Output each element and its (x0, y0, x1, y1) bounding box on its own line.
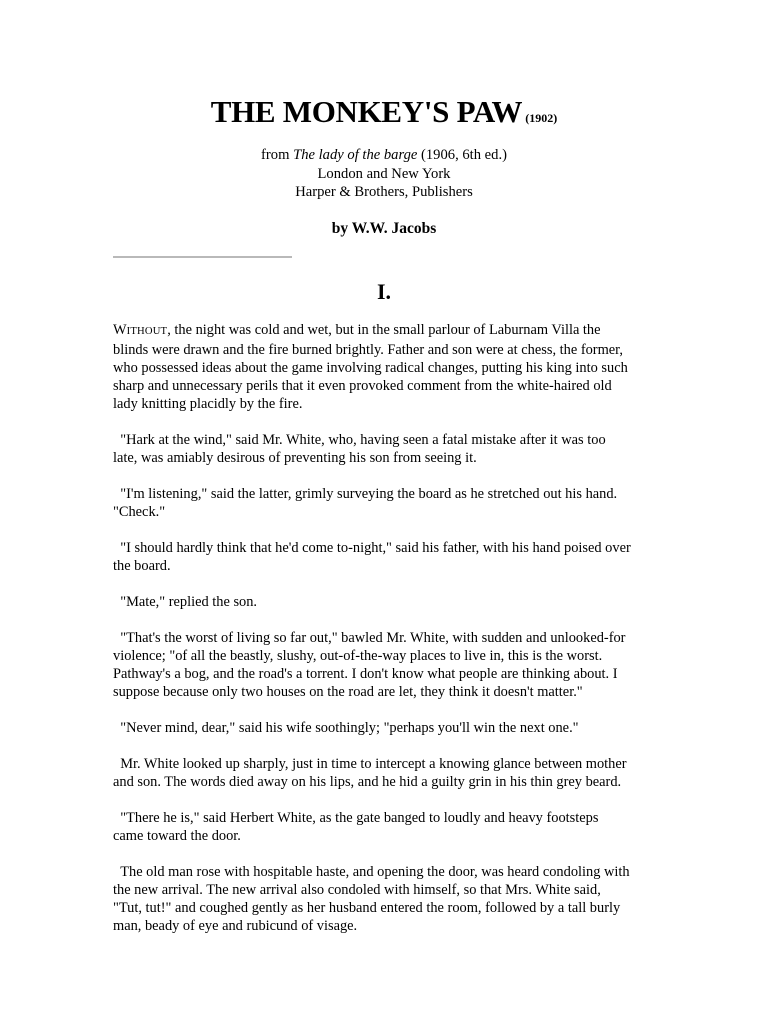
opening-initial: W (113, 322, 127, 338)
author-byline: by W.W. Jacobs (331, 220, 437, 237)
line-text: Mr. White looked up sharply, just in time to intercept a knowing glance between mother (120, 756, 627, 772)
line-text: "I'm listening," said the latter, grimly surveying the board as he stretched out his hand. (120, 486, 618, 502)
text-line (113, 593, 668, 611)
line-text: The old man rose with hospitable haste, and opening the door, was heard condoling with (120, 864, 630, 880)
story-body (113, 321, 668, 953)
line-text: , the night was cold and wet, but in the small parlour of Laburnam Villa the (167, 322, 601, 338)
text-line (113, 683, 668, 701)
paragraph (113, 755, 668, 791)
line-text: suppose because only two houses on the road are let, they think it doesn't matter." (113, 684, 583, 700)
chapter-heading: I. (376, 279, 392, 304)
text-line (113, 719, 668, 737)
source-city: London and New York (317, 165, 451, 182)
story-year: (1902) (525, 111, 558, 125)
text-line (113, 377, 668, 395)
story-title: THE MONKEY'S PAW (210, 94, 523, 129)
line-text: violence; "of all the beastly, slushy, out-of-the-way places to live in, this is the worst. (113, 648, 603, 664)
line-text: "Check." (113, 504, 166, 520)
line-text: came toward the door. (113, 828, 241, 844)
line-text: "Never mind, dear," said his wife soothingly; "perhaps you'll win the next one." (120, 720, 579, 736)
text-line (113, 503, 668, 521)
text-line (113, 449, 668, 467)
paragraph (113, 431, 668, 467)
small-caps-opening-word (113, 322, 167, 338)
paragraph (113, 809, 668, 845)
text-line (113, 539, 668, 557)
line-text: the board. (113, 558, 171, 574)
line-text: blinds were drawn and the fire burned brightly. Father and son were at chess, the former, (113, 342, 623, 358)
source-book-title: The lady of the barge (293, 147, 418, 163)
title-block (0, 92, 768, 138)
line-text: "That's the worst of living so far out," bawled Mr. White, with sudden and unlooked-for (120, 630, 626, 646)
text-line (113, 899, 668, 917)
line-text: late, was amiably desirous of preventing his son from seeing it. (113, 450, 477, 466)
text-line (113, 647, 668, 665)
line-text: and son. The words died away on his lips, and he hid a guilty grin in his thin grey beard. (113, 774, 622, 790)
text-line (113, 665, 668, 683)
line-text: "Tut, tut!" and coughed gently as her husband entered the room, followed by a tall burly (113, 900, 621, 916)
paragraph (113, 719, 668, 737)
text-line (113, 773, 668, 791)
text-line (113, 917, 668, 935)
text-line (113, 629, 668, 647)
source-edition: (1906, 6th ed.) (417, 147, 507, 163)
text-line (113, 827, 668, 845)
source-prefix: from (261, 147, 294, 163)
text-line (113, 431, 668, 449)
line-text: sharp and unnecessary perils that it even provoked comment from the white-haired old (113, 378, 612, 394)
line-text: who possessed ideas about the game involving radical changes, putting his king into such (113, 360, 628, 376)
line-text: "Mate," replied the son. (120, 594, 258, 610)
line-text: lady knitting placidly by the fire. (113, 396, 303, 412)
text-line (113, 755, 668, 773)
paragraph (113, 539, 668, 575)
paragraph (113, 485, 668, 521)
horizontal-divider (113, 256, 292, 258)
text-line (113, 809, 668, 827)
paragraph (113, 629, 668, 701)
line-text: "I should hardly think that he'd come to-night," said his father, with his hand poised over (120, 540, 631, 556)
text-line (113, 557, 668, 575)
source-publisher: Harper & Brothers, Publishers (295, 184, 473, 200)
line-text: man, beady of eye and rubicund of visage. (113, 918, 358, 934)
text-line (113, 485, 668, 503)
paragraph (113, 321, 668, 413)
text-line (113, 341, 668, 359)
source-line (0, 146, 768, 165)
text-line (113, 321, 668, 341)
text-line (113, 359, 668, 377)
paragraph (113, 863, 668, 935)
paragraph (113, 593, 668, 611)
line-text: "There he is," said Herbert White, as the gate banged to loudly and heavy footsteps (120, 810, 599, 826)
text-line (113, 863, 668, 881)
opening-word-rest: ITHOUT (126, 326, 168, 337)
text-line (113, 881, 668, 899)
line-text: the new arrival. The new arrival also condoled with himself, so that Mrs. White said, (113, 882, 601, 898)
text-line (113, 395, 668, 413)
line-text: "Hark at the wind," said Mr. White, who, having seen a fatal mistake after it was too (120, 432, 606, 448)
line-text: Pathway's a bog, and the road's a torrent. I don't know what people are thinking about. I (113, 666, 618, 682)
source-info (0, 146, 768, 202)
